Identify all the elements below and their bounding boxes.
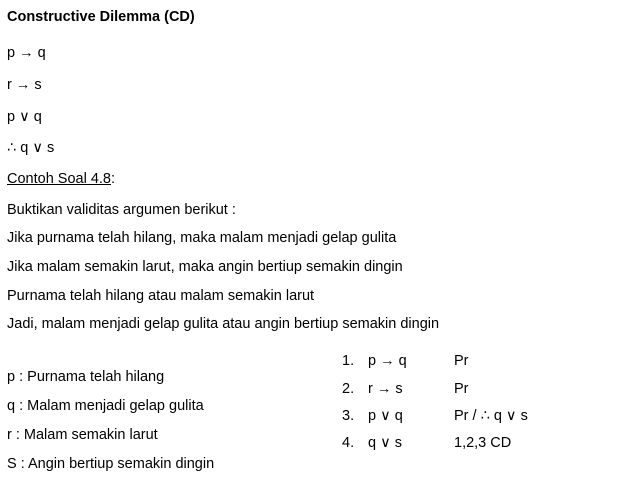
proof-step-number: 2. — [342, 381, 355, 397]
proof-step-number: 3. — [342, 408, 355, 424]
example-label: Contoh Soal 4.8 — [7, 171, 111, 187]
rule-premise-2: r → s — [7, 77, 42, 93]
proof-step-reason: Pr / ∴ q ∨ s — [454, 408, 528, 424]
proof-step-statement: p ∨ q — [368, 408, 403, 424]
proof-step-number: 4. — [342, 435, 355, 451]
legend-r: r : Malam semakin larut — [7, 427, 158, 443]
example-suffix: : — [111, 171, 116, 187]
argument-line-3: Purnama telah hilang atau malam semakin larut — [7, 288, 315, 304]
heading: Constructive Dilemma (CD) — [7, 9, 195, 25]
instruction: Buktikan validitas argumen berikut : — [7, 202, 236, 218]
rule-premise-1: p → q — [7, 45, 46, 61]
rule-conclusion: ∴ q ∨ s — [7, 140, 55, 156]
proof-step-number: 1. — [342, 353, 355, 369]
legend-s: S : Angin bertiup semakin dingin — [7, 456, 215, 472]
legend-q: q : Malam menjadi gelap gulita — [7, 398, 204, 414]
example-heading — [7, 170, 115, 188]
proof-step-reason: Pr — [454, 353, 469, 369]
argument-line-4: Jadi, malam menjadi gelap gulita atau angin bertiup semakin dingin — [7, 316, 440, 332]
rule-premise-3: p ∨ q — [7, 109, 42, 125]
proof-step-reason: Pr — [454, 381, 469, 397]
proof-step-statement: p → q — [368, 353, 407, 369]
proof-step-statement: q ∨ s — [368, 435, 402, 451]
argument-line-2: Jika malam semakin larut, maka angin bertiup semakin dingin — [7, 259, 403, 275]
legend-p: p : Purnama telah hilang — [7, 369, 165, 385]
proof-step-statement: r → s — [368, 381, 403, 397]
argument-line-1: Jika purnama telah hilang, maka malam menjadi gelap gulita — [7, 230, 397, 246]
proof-step-reason: 1,2,3 CD — [454, 435, 512, 451]
